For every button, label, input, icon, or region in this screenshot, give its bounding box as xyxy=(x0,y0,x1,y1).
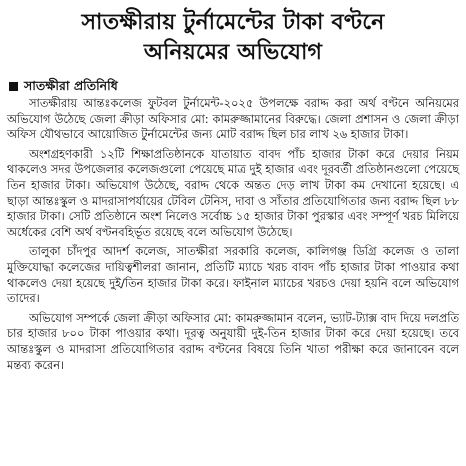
square-bullet-icon xyxy=(9,82,18,91)
article-body xyxy=(7,96,459,373)
byline xyxy=(9,78,459,94)
paragraph-2: অংশগ্রহণকারী ১২টি শিক্ষাপ্রতিষ্ঠানকে যাতায়াত বাবদ পাঁচ হাজার টাকা করে দেয়ার নিয়ম থাকলেও সদর উপজেলার কলেজগুলো পেয়েছে মাত্র দুই হাজার এবং দূরবর্তী প্রতিষ্ঠানগুলো পেয়েছে তিন হাজার টাকা। অভিযোগ উঠেছে, বরাদ্দ থেকে অন্তত দেড় লাখ টাকা কম দেখানো হয়েছে। এ ছাড়া আন্তঃস্কুল ও মাদরাসাপর্যায়ের টেবিল টেনিস, দাবা ও সাঁতার প্রতিযোগিতার জন্য বরাদ্দ ছিল ৮৮ হাজার টাকা। সেটি প্রতিষ্ঠানে অংশ নিলেও সর্বোচ্চ ১৫ হাজার টাকা পুরস্কার এবং সম্পূর্ণ খরচ মিলিয়ে অর্ধেকের বেশি অর্থ বণ্টনবহির্ভূত রয়েছে বলে অভিযোগ উঠেছে। xyxy=(7,146,459,239)
paragraph-1: সাতক্ষীরায় আন্তঃকলেজ ফুটবল টুর্নামেন্ট-২০২৫ উপলক্ষে বরাদ্দ করা অর্থ বণ্টনে অনিয়মের অভিযোগ উঠেছে জেলা ক্রীড়া অফিসার মো: কামরুজ্জামানের বিরুদ্ধে। জেলা প্রশাসন ও জেলা ক্রীড়া অফিস যৌথভাবে আয়োজিত টুর্নামেন্টের জন্য মোট বরাদ্দ ছিল চার লাখ ২৬ হাজার টাকা। xyxy=(7,96,459,142)
headline xyxy=(7,8,459,68)
headline-line-1: সাতক্ষীরায় টুর্নামেন্টের টাকা বণ্টনে xyxy=(81,10,385,35)
paragraph-4: অভিযোগ সম্পর্কে জেলা ক্রীড়া অফিসার মো: কামরুজ্জামান বলেন, ভ্যাট-ট্যাক্স বাদ দিয়ে দলপ্রতি চার হাজার ৮০০ টাকা পাওয়ার কথা। দূরত্ব অনুযায়ী দুই-তিন হাজার টাকা করে দেয়া হয়েছে। তবে আন্তঃস্কুল ও মাদরাসা প্রতিযোগিতার বরাদ্দ বণ্টনের বিষয়ে তিনি খাতা পরীক্ষা করে জানাবেন বলে মন্তব্য করেন। xyxy=(7,310,459,372)
byline-text: সাতক্ষীরা প্রতিনিধি xyxy=(24,78,118,93)
headline-line-2: অনিয়মের অভিযোগ xyxy=(143,40,323,65)
paragraph-3: তালুকা চাঁদপুর আদর্শ কলেজ, সাতক্ষীরা সরকারি কলেজ, কালিগঞ্জ ডিগ্রি কলেজ ও তালা মুক্তিযোদ্ধা কলেজের দায়িত্বশীলরা জানান, প্রতিটি ম্যাচে খরচ বাবদ পাঁচ হাজার টাকা পাওয়ার কথা থাকলেও দেয়া হয়েছে দুই/তিন হাজার টাকা করে। ফাইনাল ম্যাচের খরচও দেয়া হয়নি বলে অভিযোগ তাদের। xyxy=(7,244,459,306)
